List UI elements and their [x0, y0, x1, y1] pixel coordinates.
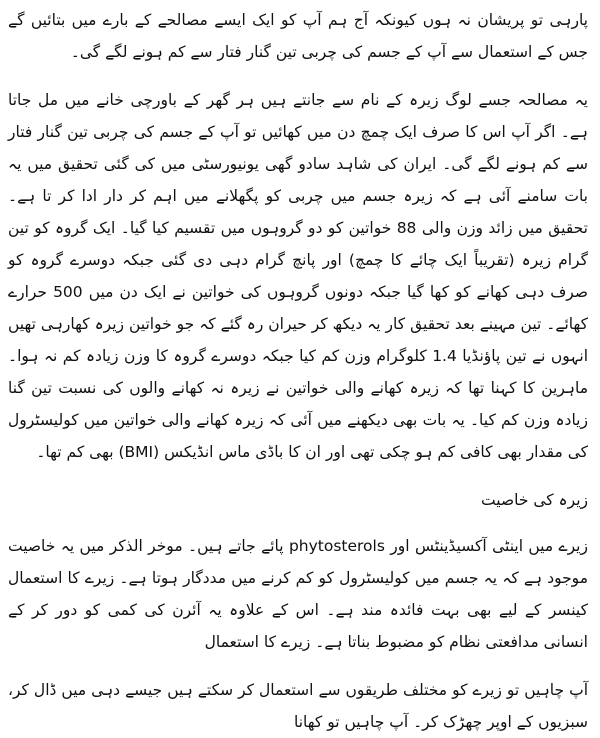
- property-paragraph: زیرے میں اینٹی آکسیڈینٹس اور phytosterols پائے جاتے ہیں۔ موخر الذکر میں یہ خاصیت موجود ہے کہ یہ جسم میں کولیسٹرول کو کم کرنے میں مددگار ہوتا ہے۔ زیرے کا استعمال کینسر کے لیے بھی بہت فائدہ مند ہے۔ اس کے علاوہ یہ آئرن کی کمی کو دور کر کے انسانی مدافعتی نظام کو مضبوط بناتا ہے۔ زیرے کا استعمال: [8, 537, 588, 651]
- usage-paragraph: آپ چاہیں تو زیرے کو مختلف طریقوں سے استعمال کر سکتے ہیں جیسے دہی میں ڈال کر، سبزیوں کے اوپر چھڑک کر۔ آپ چاہیں تو کھانا: [8, 681, 588, 731]
- article-body: [0, 4, 600, 731]
- study-paragraph: یہ مصالحہ جسے لوگ زیرہ کے نام سے جانتے ہیں ہر گھر کے باورچی خانے میں مل جاتا ہے۔ اگر آپ اس کا صرف ایک چمچ دن میں کھائیں تو آپ کے جسم کی چربی تین گنار فتار سے کم ہونے لگے گی۔ ایران کی شاہد سادو گھی یونیورسٹی میں کی گئی تحقیق میں یہ بات سامنے آئی ہے کہ زیرہ جسم میں چربی کو پگھلانے میں اہم کر دار ادا کر تا ہے۔ تحقیق میں زائد وزن والی 88 خواتین کو دو گروہوں میں تقسیم کیا گیا۔ ایک گروہ کو تین گرام زیرہ (تقریباً ایک چائے کا چمچ) اور پانچ گرام دہی دی گئی جبکہ دوسرے گروہ کو صرف دہی کھانے کو کھا گیا جبکہ دونوں گروہوں کی خواتین نے ایک دن میں 500 حرارے کھائے۔ تین مہینے بعد تحقیق کار یہ دیکھ کر حیران رہ گئے کہ جو خواتین زیرہ کھارہی تھیں انہوں نے تین پاؤنڈیا 1.4 کلوگرام وزن کم کیا جبکہ دوسرے گروہ کا وزن زیادہ کم نہ ہوا۔ ماہرین کا کہنا تھا کہ زیرہ کھانے والی خواتین نے زیرہ نہ کھانے والوں کی نسبت تین گنا زیادہ وزن کم کیا۔ یہ بات بھی دیکھنے میں آئی کہ زیرہ کھانے والی خواتین میں کولیسٹرول کی مقدار بھی کافی کم ہو چکی تھی اور ان کا باڈی ماس انڈیکس (BMI) بھی کم تھا۔: [8, 91, 588, 461]
- section-heading: زیرہ کی خاصیت: [481, 491, 588, 509]
- intro-paragraph: پارہی تو پریشان نہ ہوں کیونکہ آج ہم آپ کو ایک ایسے مصالحے کے بارے میں بتائیں گے جس کے استعمال سے آپ کے جسم کی چربی تین گنار فتار سے کم ہونے لگے گی۔: [8, 11, 588, 61]
